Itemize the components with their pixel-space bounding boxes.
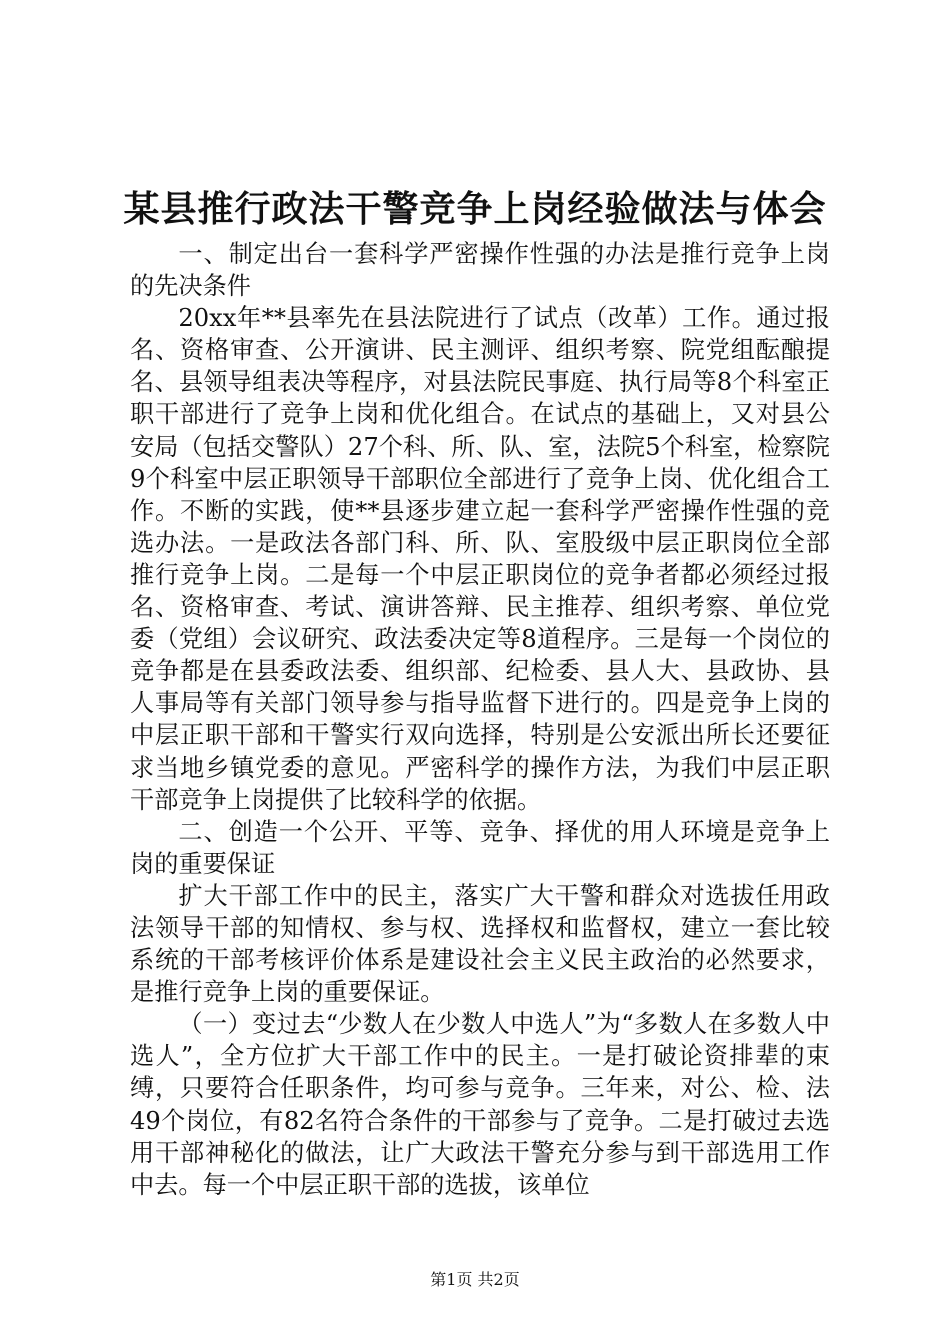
section-heading-1: 一、制定出台一套科学严密操作性强的办法是推行竞争上岗的先决条件 xyxy=(130,240,830,301)
page-footer: 第1页 共2页 xyxy=(430,1270,520,1289)
document-body xyxy=(130,238,830,1201)
body-paragraph-2: 扩大干部工作中的民主，落实广大干警和群众对选拔任用政法领导干部的知情权、参与权、选择权和监督权，建立一套比较系统的干部考核评价体系是建设社会主义民主政治的必然要求，是推行竞争上岗的重要保证。 xyxy=(130,881,830,1007)
body-paragraph-1: 20xx年**县率先在县法院进行了试点（改革）工作。通过报名、资格审查、公开演讲、民主测评、组织考察、院党组酝酿提名、县领导组表决等程序，对县法院民事庭、执行局等8个科室正职干部进行了竞争上岗和优化组合。在试点的基础上，又对县公安局（包括交警队）27个科、所、队、室，法院5个科室，检察院9个科室中层正职领导干部职位全部进行了竞争上岗、优化组合工作。不断的实践，使**县逐步建立起一套科学严密操作性强的竞选办法。一是政法各部门科、所、队、室股级中层正职岗位全部推行竞争上岗。二是每一个中层正职岗位的竞争者都必须经过报名、资格审查、考试、演讲答辩、民主推荐、组织考察、单位党委（党组）会议研究、政法委决定等8道程序。三是每一个岗位的竞争都是在县委政法委、组织部、纪检委、县人大、县政协、县人事局等有关部门领导参与指导监督下进行的。四是竞争上岗的中层正职干部和干警实行双向选择，特别是公安派出所长还要征求当地乡镇党委的意见。严密科学的操作方法，为我们中层正职干部竞争上岗提供了比较科学的依据。 xyxy=(130,304,830,814)
body-paragraph-3: （一）变过去“少数人在少数人中选人”为“多数人在多数人中选人”，全方位扩大干部工作中的民主。一是打破论资排辈的束缚，只要符合任职条件，均可参与竞争。三年来，对公、检、法49个岗位，有82名符合条件的干部参与了竞争。二是打破过去选用干部神秘化的做法，让广大政法干警充分参与到干部选用工作中去。每一个中层正职干部的选拔，该单位 xyxy=(130,1010,830,1199)
section-heading-2: 二、创造一个公开、平等、竞争、择优的用人环境是竞争上岗的重要保证 xyxy=(130,817,830,878)
document-title: 某县推行政法干警竞争上岗经验做法与体会 xyxy=(123,188,827,230)
